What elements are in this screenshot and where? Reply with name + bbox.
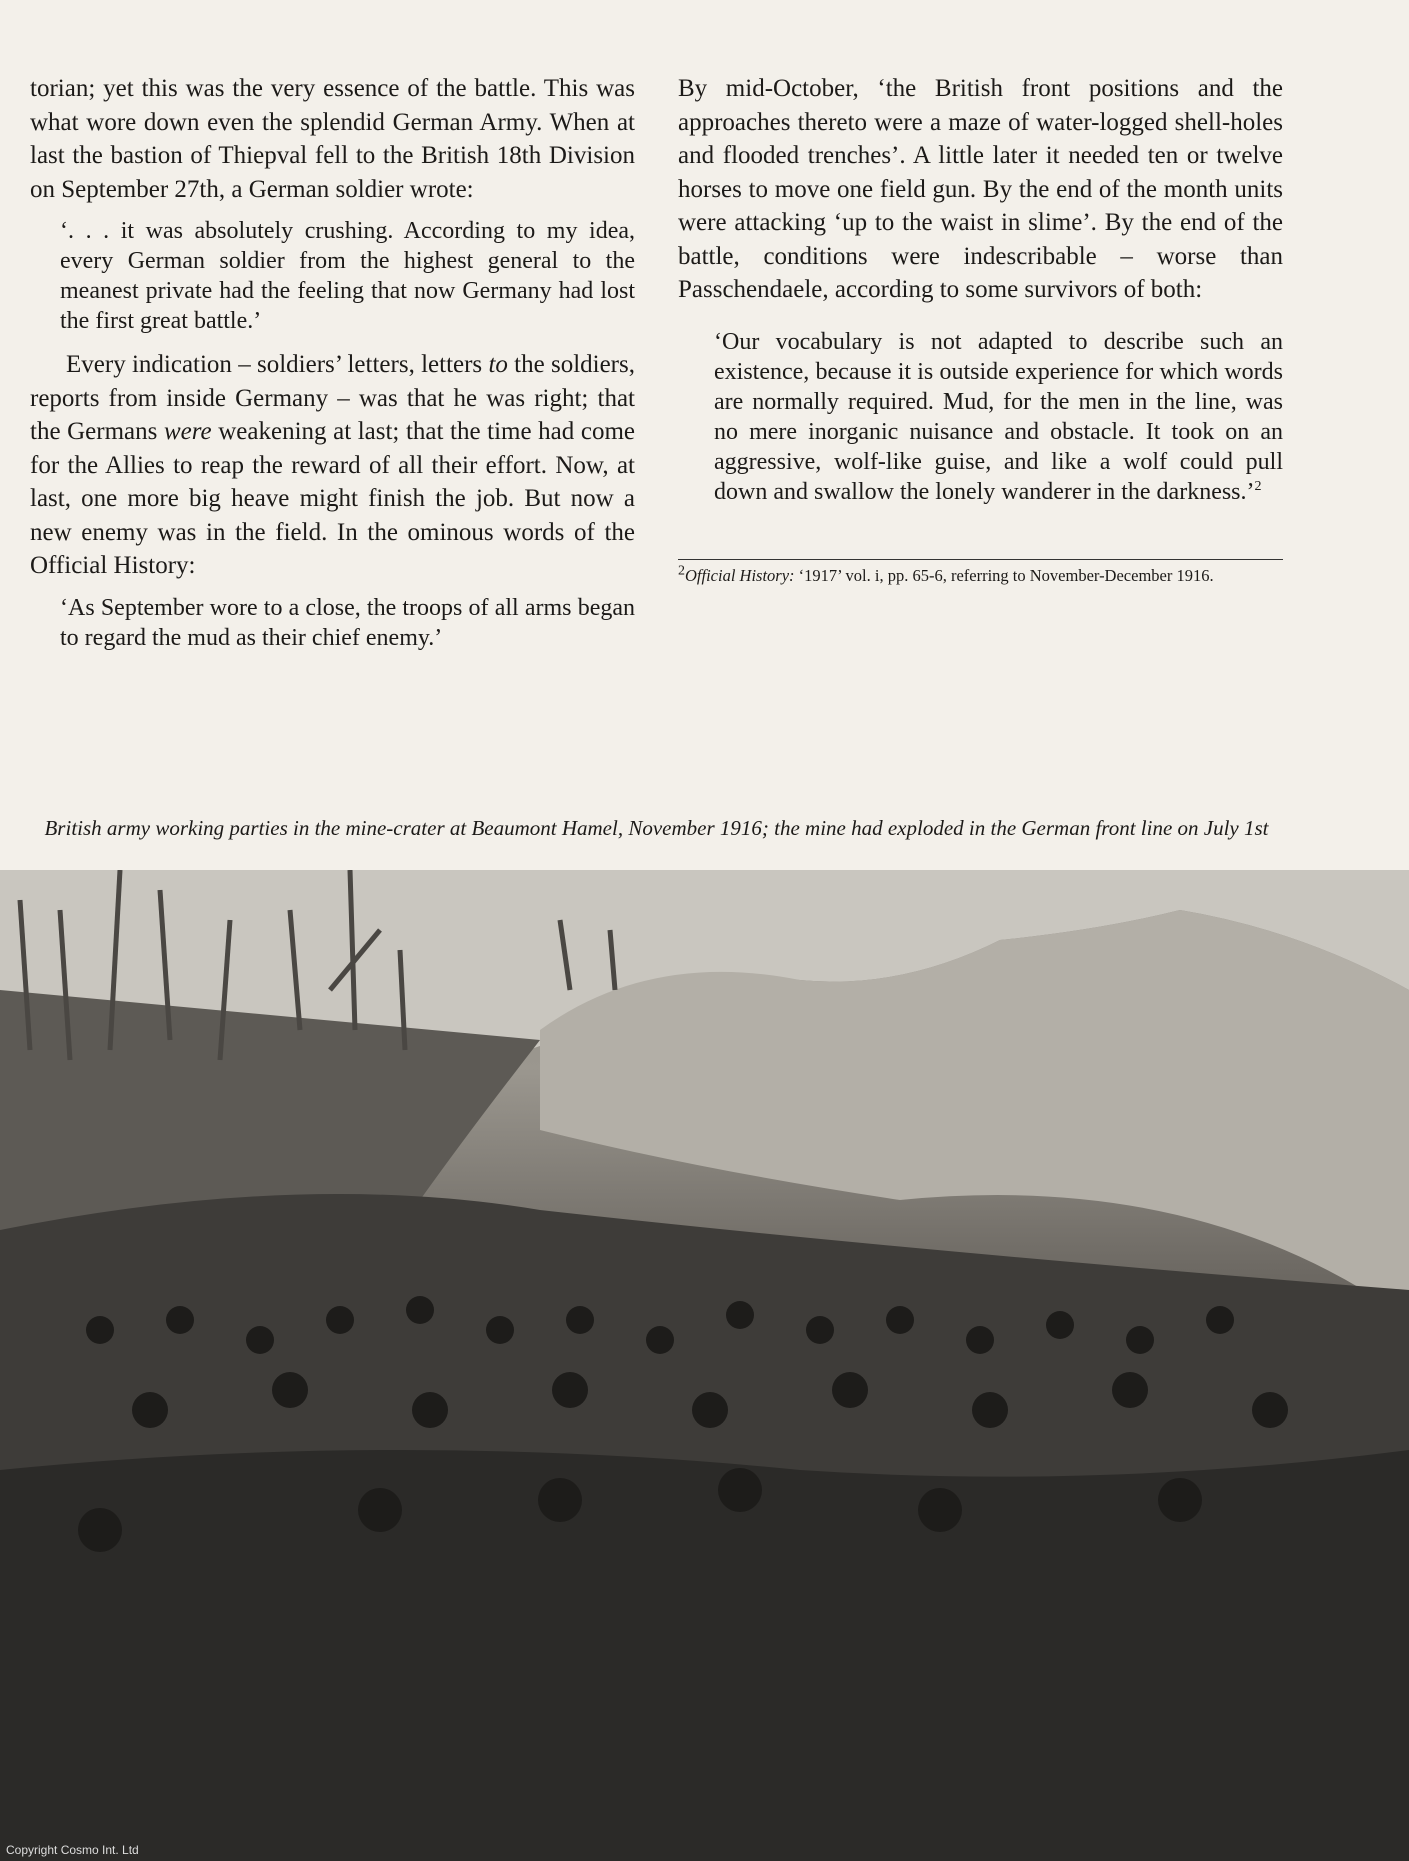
text-run: weakening at last; that the time had come for the Allies to reap the reward of all their effort. Now, at last, one more big heave might finish the job. But now a new enemy was in the field. In the ominous words of the Official History: — [30, 418, 635, 579]
italic-text: were — [163, 418, 212, 445]
footnote — [678, 563, 1283, 585]
text-run: the soldiers, reports from inside Germany – was that he was right; that the Germans — [30, 351, 635, 445]
italic-text: to — [488, 351, 508, 378]
footnote-text: ‘1917’ vol. i, pp. 65-6, referring to November-December 1916. — [794, 565, 1214, 585]
block-quote — [714, 327, 1283, 507]
footnote-number: 2 — [678, 563, 685, 578]
historical-photograph — [0, 870, 1409, 1861]
paragraph: By mid-October, ‘the British front positions and the approaches thereto were a maze of water-logged shell-holes and flooded trenches’. A little later it needed ten or twelve horses to move one field gun. By the end of the month units were attacking ‘up to the waist in slime’. By the end of the battle, conditions were indescribable – worse than Passchendaele, according to some survivors of both: — [678, 75, 1283, 303]
copyright-notice: Copyright Cosmo Int. Ltd — [6, 1843, 139, 1857]
footnote-marker: 2 — [1254, 478, 1262, 494]
right-column — [678, 72, 1283, 585]
footnote-source: Official History: — [685, 565, 795, 585]
text-run: Every indication – soldiers’ letters, letters — [66, 351, 489, 378]
photo-scene — [0, 870, 1409, 1861]
paragraph: torian; yet this was the very essence of the battle. This was what wore down even the splendid German Army. When at last the bastion of Thiepval fell to the British 18th Division on September 27th, a German soldier wrote: — [30, 75, 635, 203]
block-quote: ‘As September wore to a close, the troops of all arms began to regard the mud as their chief enemy.’ — [60, 594, 635, 651]
paragraph — [30, 348, 635, 583]
block-quote: ‘. . . it was absolutely crushing. According to my idea, every German soldier from the highest general to the meanest private had the feeling that now Germany had lost the first great battle.’ — [60, 218, 635, 334]
quote-text: ‘Our vocabulary is not adapted to describe such an existence, because it is outside experience for which words are normally required. Mud, for the men in the line, was no mere inorganic nuisance and obstacle. It took on an aggressive, wolf-like guise, and like a wolf could pull down and swallow the lonely wanderer in the darkness.’ — [714, 328, 1283, 505]
left-column — [30, 72, 635, 665]
footnote-divider — [678, 559, 1283, 560]
photo-caption: British army working parties in the mine-crater at Beaumont Hamel, November 1916; the mine had exploded in the German front line on July 1st — [44, 816, 1269, 840]
